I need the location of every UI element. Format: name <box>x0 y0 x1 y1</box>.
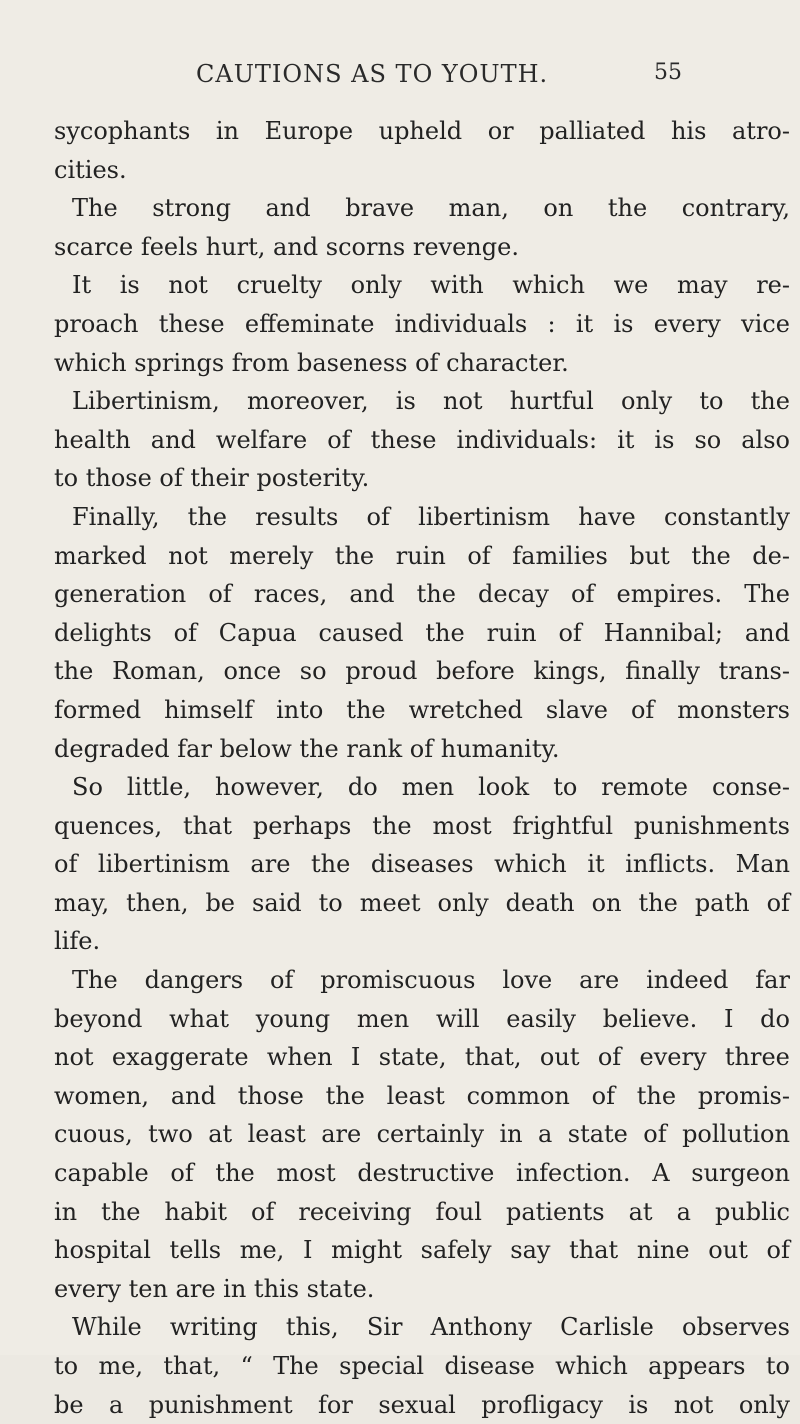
text-line: quences, that perhaps the most frightful punishments <box>54 811 790 840</box>
text-line: not exaggerate when I state, that, out of every three <box>54 1043 790 1072</box>
text-line: beyond what young men will easily believe. I do <box>54 1004 790 1033</box>
text-line: cuous, two at least are certainly in a state of pollution <box>54 1120 790 1149</box>
text-line: to me, that, “ The special disease which appears to <box>54 1352 790 1380</box>
text-line: scarce feels hurt, and scorns revenge. <box>54 232 519 261</box>
text-line: sycophants in Europe upheld or palliated his atro- <box>54 117 790 145</box>
text-line: health and welfare of these individuals: it is so also <box>54 425 790 454</box>
text-line: delights of Capua caused the ruin of Hannibal; and <box>54 618 790 647</box>
text-line: Finally, the results of libertinism have constantly <box>72 502 790 531</box>
text-line: It is not cruelty only with which we may re- <box>72 271 790 300</box>
text-line: to those of their posterity. <box>54 464 370 493</box>
page-number: 55 <box>654 60 682 85</box>
text-line: hospital tells me, I might safely say that nine out of <box>54 1236 790 1265</box>
text-line: the Roman, once so proud before kings, finally trans- <box>54 657 790 686</box>
text-line: Libertinism, moreover, is not hurtful only to the <box>72 387 790 416</box>
text-line: The dangers of promiscuous love are indeed far <box>72 966 790 995</box>
page-header <box>0 60 800 100</box>
text-line: cities. <box>54 155 127 184</box>
text-line: formed himself into the wretched slave of monsters <box>54 695 790 724</box>
text-line: capable of the most destructive infection. A surgeon <box>54 1159 790 1188</box>
text-line: marked not merely the ruin of families but the de- <box>54 541 790 570</box>
text-line: every ten are in this state. <box>54 1274 375 1303</box>
text-line: life. <box>54 927 101 956</box>
text-line: women, and those the least common of the promis- <box>54 1081 790 1110</box>
text-line: in the habit of receiving foul patients at a public <box>54 1197 790 1226</box>
text-line: may, then, be said to meet only death on the path of <box>54 888 790 917</box>
text-line: proach these effeminate individuals : it is every vice <box>54 309 790 338</box>
text-line: So little, however, do men look to remote conse- <box>72 773 790 802</box>
running-head: CAUTIONS AS TO YOUTH. <box>196 60 549 88</box>
text-line: While writing this, Sir Anthony Carlisle observes <box>72 1313 790 1342</box>
text-line: be a punishment for sexual profligacy is not only <box>54 1390 790 1419</box>
text-line: generation of races, and the decay of empires. The <box>54 580 790 609</box>
text-line: degraded far below the rank of humanity. <box>54 734 560 763</box>
text-line: which springs from baseness of character. <box>54 348 569 377</box>
text-line: of libertinism are the diseases which it inflicts. Man <box>54 850 790 879</box>
text-line: The strong and brave man, on the contrary, <box>72 194 790 223</box>
page-body-text <box>54 112 790 1424</box>
